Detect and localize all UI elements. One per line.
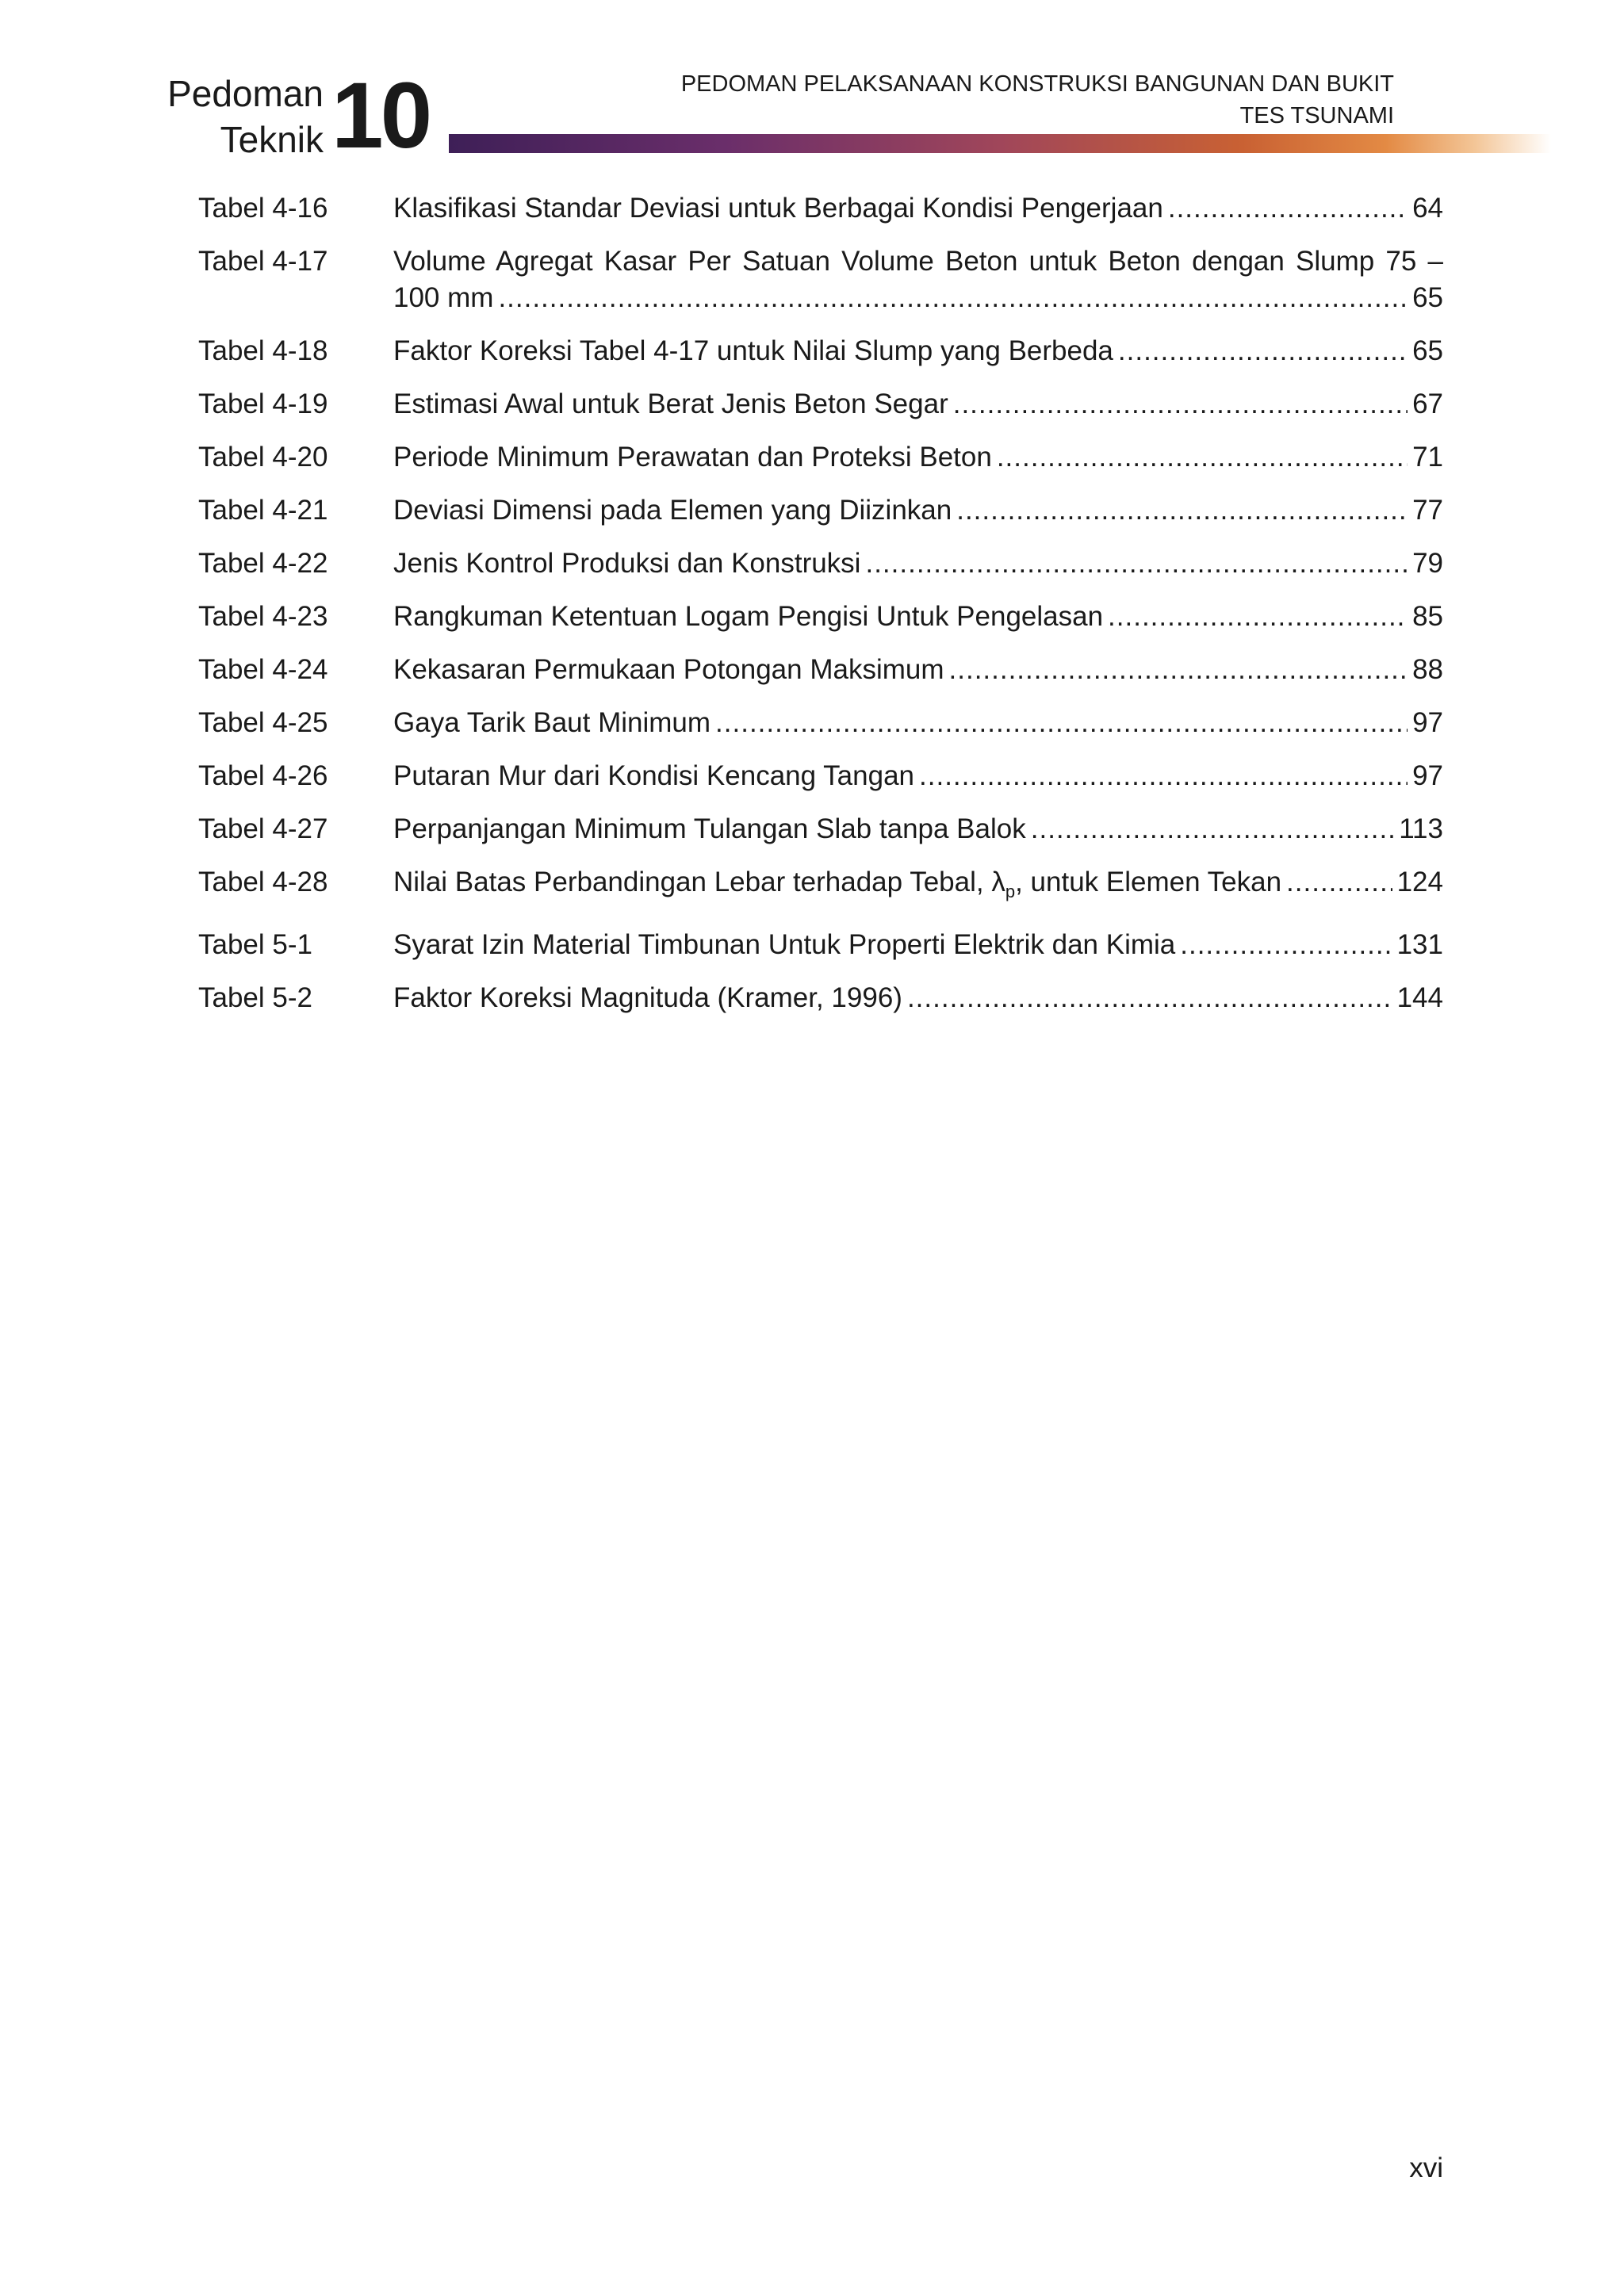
series-label-pedoman: Pedoman xyxy=(167,73,324,114)
toc-entry-page: 88 xyxy=(1412,654,1443,685)
toc-entry-title: Putaran Mur dari Kondisi Kencang Tangan xyxy=(393,760,915,791)
toc-entry[interactable] xyxy=(198,243,1443,316)
toc-entry-title: Perpanjangan Minimum Tulangan Slab tanpa Balok xyxy=(393,813,1026,844)
toc-entry-title: 100 mm xyxy=(393,282,494,313)
toc-entry[interactable] xyxy=(198,492,1443,529)
toc-entry-page: 67 xyxy=(1412,388,1443,419)
toc-entry-title: Rangkuman Ketentuan Logam Pengisi Untuk Pengelasan xyxy=(393,601,1104,632)
toc-dot-leader xyxy=(865,545,1408,582)
toc-entry-label: Tabel 4-21 xyxy=(198,495,328,526)
toc-entry[interactable] xyxy=(198,599,1443,635)
series-label-teknik: Teknik xyxy=(220,119,324,160)
toc-entry-label: Tabel 4-16 xyxy=(198,193,328,224)
toc-entry-label: Tabel 4-23 xyxy=(198,601,328,632)
toc-entry-title: Kekasaran Permukaan Potongan Maksimum xyxy=(393,654,944,685)
document-title-line-2: TES TSUNAMI xyxy=(1239,103,1394,128)
toc-entry-page: 65 xyxy=(1412,335,1443,366)
toc-entry-label: Tabel 4-24 xyxy=(198,654,328,685)
toc-entry-title xyxy=(393,864,1281,910)
toc-entry-page: 79 xyxy=(1412,548,1443,579)
header-gradient-bar xyxy=(449,134,1551,153)
toc-entry[interactable] xyxy=(198,652,1443,688)
toc-entry-label: Tabel 4-25 xyxy=(198,707,328,738)
toc-entry-page: 64 xyxy=(1412,193,1443,224)
document-title-line-1: PEDOMAN PELAKSANAAN KONSTRUKSI BANGUNAN DAN BUKIT xyxy=(680,71,1394,97)
series-number: 10 xyxy=(331,63,430,168)
toc-entry-page: 124 xyxy=(1396,867,1443,897)
toc-entry-title-pre: Nilai Batas Perbandingan Lebar terhadap Tebal, λ xyxy=(393,867,1005,897)
toc-entry-label: Tabel 4-20 xyxy=(198,442,328,473)
toc-entry[interactable] xyxy=(198,333,1443,369)
toc-entry-title: Klasifikasi Standar Deviasi untuk Berbagai Kondisi Pengerjaan xyxy=(393,193,1163,224)
table-of-contents xyxy=(198,190,1443,1033)
toc-entry-title: Estimasi Awal untuk Berat Jenis Beton Segar xyxy=(393,388,948,419)
toc-entry-label: Tabel 4-19 xyxy=(198,388,328,419)
toc-dot-leader xyxy=(949,652,1408,688)
toc-entry-title-subscript: p xyxy=(1005,882,1016,901)
toc-entry-title: Faktor Koreksi Magnituda (Kramer, 1996) xyxy=(393,982,902,1013)
toc-entry-title: Gaya Tarik Baut Minimum xyxy=(393,707,711,738)
toc-dot-leader xyxy=(953,386,1408,423)
toc-dot-leader xyxy=(997,439,1408,476)
toc-entry-label: Tabel 5-1 xyxy=(198,929,312,960)
page-header xyxy=(0,0,1624,174)
toc-entry-page: 144 xyxy=(1396,982,1443,1013)
toc-entry[interactable] xyxy=(198,758,1443,794)
toc-entry-title-post: , untuk Elemen Tekan xyxy=(1015,867,1282,897)
toc-dot-leader xyxy=(498,280,1408,316)
toc-entry-title: Periode Minimum Perawatan dan Proteksi Beton xyxy=(393,442,992,473)
toc-entry-page: 65 xyxy=(1412,282,1443,313)
toc-entry-label: Tabel 4-22 xyxy=(198,548,328,579)
toc-entry-label: Tabel 5-2 xyxy=(198,982,312,1013)
toc-entry-page: 131 xyxy=(1396,929,1443,960)
toc-entry-title: Syarat Izin Material Timbunan Untuk Properti Elektrik dan Kimia xyxy=(393,929,1176,960)
page-number: xvi xyxy=(1409,2152,1443,2183)
toc-entry[interactable] xyxy=(198,980,1443,1016)
toc-entry[interactable] xyxy=(198,545,1443,582)
toc-dot-leader xyxy=(907,980,1392,1016)
toc-entry-label: Tabel 4-17 xyxy=(198,246,328,277)
toc-entry[interactable] xyxy=(198,927,1443,963)
toc-dot-leader xyxy=(1118,333,1408,369)
toc-dot-leader xyxy=(1286,864,1392,901)
toc-entry-label: Tabel 4-18 xyxy=(198,335,328,366)
toc-entry-title: Jenis Kontrol Produksi dan Konstruksi xyxy=(393,548,861,579)
toc-entry[interactable] xyxy=(198,386,1443,423)
toc-entry-label: Tabel 4-26 xyxy=(198,760,328,791)
toc-dot-leader xyxy=(1031,811,1394,848)
toc-dot-leader xyxy=(956,492,1408,529)
toc-entry[interactable] xyxy=(198,811,1443,848)
toc-entry-label: Tabel 4-27 xyxy=(198,813,328,844)
toc-entry-title: Faktor Koreksi Tabel 4-17 untuk Nilai Slump yang Berbeda xyxy=(393,335,1113,366)
toc-entry-title: Deviasi Dimensi pada Elemen yang Diizinkan xyxy=(393,495,952,526)
toc-dot-leader xyxy=(715,705,1408,741)
toc-dot-leader xyxy=(1180,927,1392,963)
toc-dot-leader xyxy=(1168,190,1408,227)
toc-entry-page: 77 xyxy=(1412,495,1443,526)
toc-entry-label: Tabel 4-28 xyxy=(198,867,328,897)
toc-entry[interactable] xyxy=(198,439,1443,476)
toc-entry-page: 97 xyxy=(1412,707,1443,738)
toc-entry-page: 71 xyxy=(1412,442,1443,473)
toc-entry[interactable] xyxy=(198,190,1443,227)
toc-entry[interactable] xyxy=(198,864,1443,910)
title-clip-mask xyxy=(1394,63,1624,136)
toc-entry-page: 85 xyxy=(1412,601,1443,632)
toc-entry-title-line-1: Volume Agregat Kasar Per Satuan Volume Beton untuk Beton dengan Slump 75 – xyxy=(393,246,1443,277)
toc-entry-page: 97 xyxy=(1412,760,1443,791)
toc-entry-page: 113 xyxy=(1399,813,1443,844)
toc-entry[interactable] xyxy=(198,705,1443,741)
toc-dot-leader xyxy=(1108,599,1408,635)
toc-dot-leader xyxy=(919,758,1408,794)
